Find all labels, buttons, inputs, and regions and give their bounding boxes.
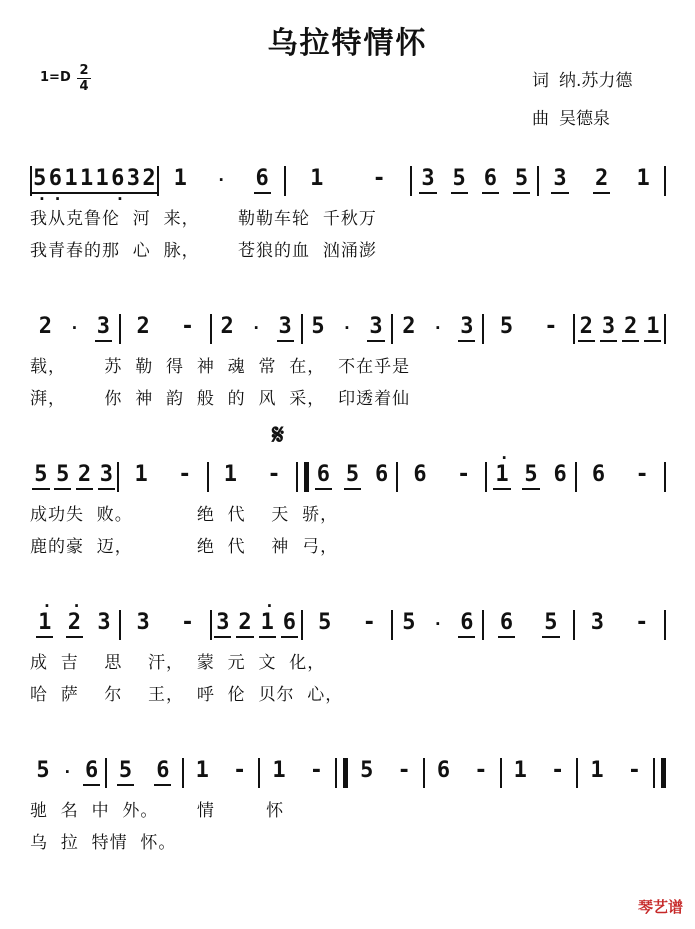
lyrics-verse-2: 我青春的那 心 脉， 苍狼的血 汹涌澎	[30, 240, 377, 261]
lyrics-verse-1: 载， 苏 勒 得 神 魂 常 在， 不在乎是	[30, 356, 411, 377]
lyricist-name: 纳.苏力德	[559, 71, 633, 91]
score-system-2	[30, 292, 666, 432]
lyricist-credit	[532, 66, 632, 91]
score-system-5	[30, 736, 666, 876]
staff-line-5: 5 · 6 5 6 1 - 1 - 5 - 6 - 1 - 1 -	[30, 736, 666, 792]
composer-credit	[532, 104, 610, 129]
staff-line-3: 5 5 2 3 1 - 1 - 6 5 6 6 - · 1 5 6 6 -	[30, 440, 666, 496]
time-signature-top: 2	[79, 63, 89, 78]
site-logo: 琴艺谱	[637, 898, 683, 916]
time-signature-bottom: 4	[79, 79, 89, 94]
lyrics-verse-2: 哈 萨 尔 王， 呼 伦 贝尔 心，	[30, 684, 344, 705]
time-signature	[77, 64, 91, 93]
lyrics-verse-1: 我从克鲁伦 河 来， 勒勒车轮 千秋万	[30, 208, 377, 229]
song-title: 乌拉特情怀	[267, 26, 428, 61]
score-system-3	[30, 440, 666, 580]
composer-name: 吴德泉	[559, 109, 610, 129]
lyrics-verse-1: 成功失 败。 绝 代 天 骄，	[30, 504, 339, 525]
music-label: 曲	[532, 109, 549, 129]
lyrics-verse-2: 湃， 你 神 韵 般 的 风 采， 印透着仙	[30, 388, 411, 409]
staff-line-1: · 5 · 6 1 1 1 · 6 3 2 1 · 6 1 - 3 5 6 5 3 2 1	[30, 144, 666, 200]
lyrics-verse-1: 成 吉 思 汗， 蒙 元 文 化，	[30, 652, 326, 673]
score-system-1	[30, 144, 666, 284]
key-signature: 1=D	[40, 70, 71, 85]
lyrics-verse-2: 乌 拉 特情 怀。	[30, 832, 177, 853]
staff-line-4: · 1 · 2 3 3 - 3 2 · 1 6 5 - 5 · 6 6 5 3 -	[30, 588, 666, 644]
segno-icon: 𝄋	[272, 418, 285, 451]
lyrics-verse-1: 驰 名 中 外。 情 怀	[30, 800, 285, 821]
lyrics-verse-2: 鹿的豪 迈， 绝 代 神 弓，	[30, 536, 339, 557]
score-system-4	[30, 588, 666, 728]
staff-line-2: 2 · 3 2 - 2 · 3 5 · 3 2 · 3 5 - 2 3 2 1	[30, 292, 666, 348]
lyrics-label: 词	[532, 71, 549, 91]
